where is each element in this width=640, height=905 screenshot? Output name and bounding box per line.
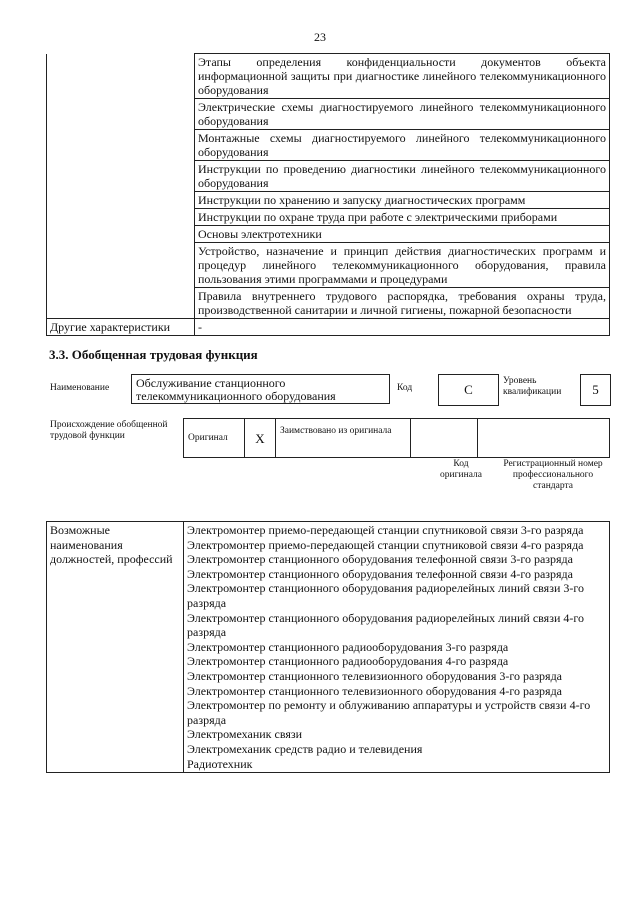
- borrowed-label: Заимствовано из оригинала: [276, 419, 411, 458]
- position-item: Электромонтер по ремонту и облуживанию аппаратуры и устройств связи 4-го разряда: [187, 698, 591, 727]
- original-mark: X: [245, 419, 276, 458]
- position-item: Электромонтер станционного оборудования телефонной связи 3-го разряда: [187, 552, 573, 567]
- other-characteristics-value: -: [195, 319, 610, 336]
- required-knowledge-table: [46, 53, 610, 336]
- function-name-box: Обслуживание станционного телекоммуникационного оборудования: [131, 374, 390, 404]
- qualification-level-label: Уровень квалификации: [503, 376, 562, 397]
- section-title: 3.3. Обобщенная трудовая функция: [49, 347, 258, 362]
- knowledge-item: Устройство, назначение и принцип действия диагностических программ и процедур линейного телекоммуникационного оборудования, правила пользования этими программами и процедурами: [195, 243, 610, 288]
- position-item: Электромонтер станционного оборудования телефонной связи 4-го разряда: [187, 566, 573, 581]
- positions-table: [46, 521, 610, 773]
- positions-label: Возможные наименования должностей, профессий: [47, 522, 184, 773]
- position-item: Электромонтер станционного радиооборудования 3-го разряда: [187, 639, 509, 654]
- registration-number-cell: [478, 419, 610, 458]
- knowledge-item: Правила внутреннего трудового распорядка, требования охраны труда, производственной санитарии и личной гигиены, пожарной безопасности: [195, 288, 610, 319]
- knowledge-item: Инструкции по хранению и запуску диагностических программ: [195, 192, 610, 209]
- position-item: Электромонтер станционного телевизионного оборудования 4-го разряда: [187, 683, 563, 698]
- origin-label: Происхождение обобщенной трудовой функции: [50, 420, 168, 441]
- knowledge-item: Инструкции по проведению диагностики линейного телекоммуникационного оборудования: [195, 161, 610, 192]
- registration-number-caption: Регистрационный номер профессионального стандарта: [503, 459, 603, 491]
- position-item: Электромеханик связи: [187, 727, 303, 742]
- knowledge-label-cell: [47, 54, 195, 319]
- original-code-caption: Код оригинала: [440, 459, 482, 480]
- original-label: Оригинал: [184, 419, 245, 458]
- knowledge-item: Этапы определения конфиденциальности документов объекта информационной защиты при диагностике линейного телекоммуникационного оборудования: [195, 54, 610, 99]
- original-code-cell: [411, 419, 478, 458]
- position-item: Электромонтер приемо-передающей станции спутниковой связи 4-го разряда: [187, 537, 584, 552]
- position-item: Электромонтер станционного оборудования радиорелейных линий связи 4-го разряда: [187, 610, 584, 640]
- page-number: 23: [314, 30, 326, 44]
- knowledge-item: Монтажные схемы диагностируемого линейного телекоммуникационного оборудования: [195, 130, 610, 161]
- position-item: Радиотехник: [187, 756, 253, 771]
- qualification-level-box: 5: [580, 374, 611, 406]
- knowledge-item: Инструкции по охране труда при работе с электрическими приборами: [195, 209, 610, 226]
- knowledge-item: Электрические схемы диагностируемого линейного телекоммуникационного оборудования: [195, 99, 610, 130]
- position-item: Электромонтер станционного радиооборудования 4-го разряда: [187, 654, 509, 669]
- position-item: Электромонтер станционного оборудования радиорелейных линий связи 3-го разряда: [187, 581, 584, 610]
- position-item: Электромонтер станционного телевизионного оборудования 3-го разряда: [187, 668, 563, 683]
- name-label: Наименование: [50, 383, 110, 393]
- other-characteristics-label: Другие характеристики: [47, 319, 195, 336]
- origin-table: [183, 418, 610, 458]
- positions-list: [184, 522, 610, 773]
- position-item: Электромеханик средств радио и телевидения: [187, 741, 423, 756]
- position-item: Электромонтер приемо-передающей станции спутниковой связи 3-го разряда: [187, 523, 584, 537]
- code-value-box: C: [438, 374, 499, 406]
- code-label: Код: [397, 383, 413, 393]
- knowledge-item: Основы электротехники: [195, 226, 610, 243]
